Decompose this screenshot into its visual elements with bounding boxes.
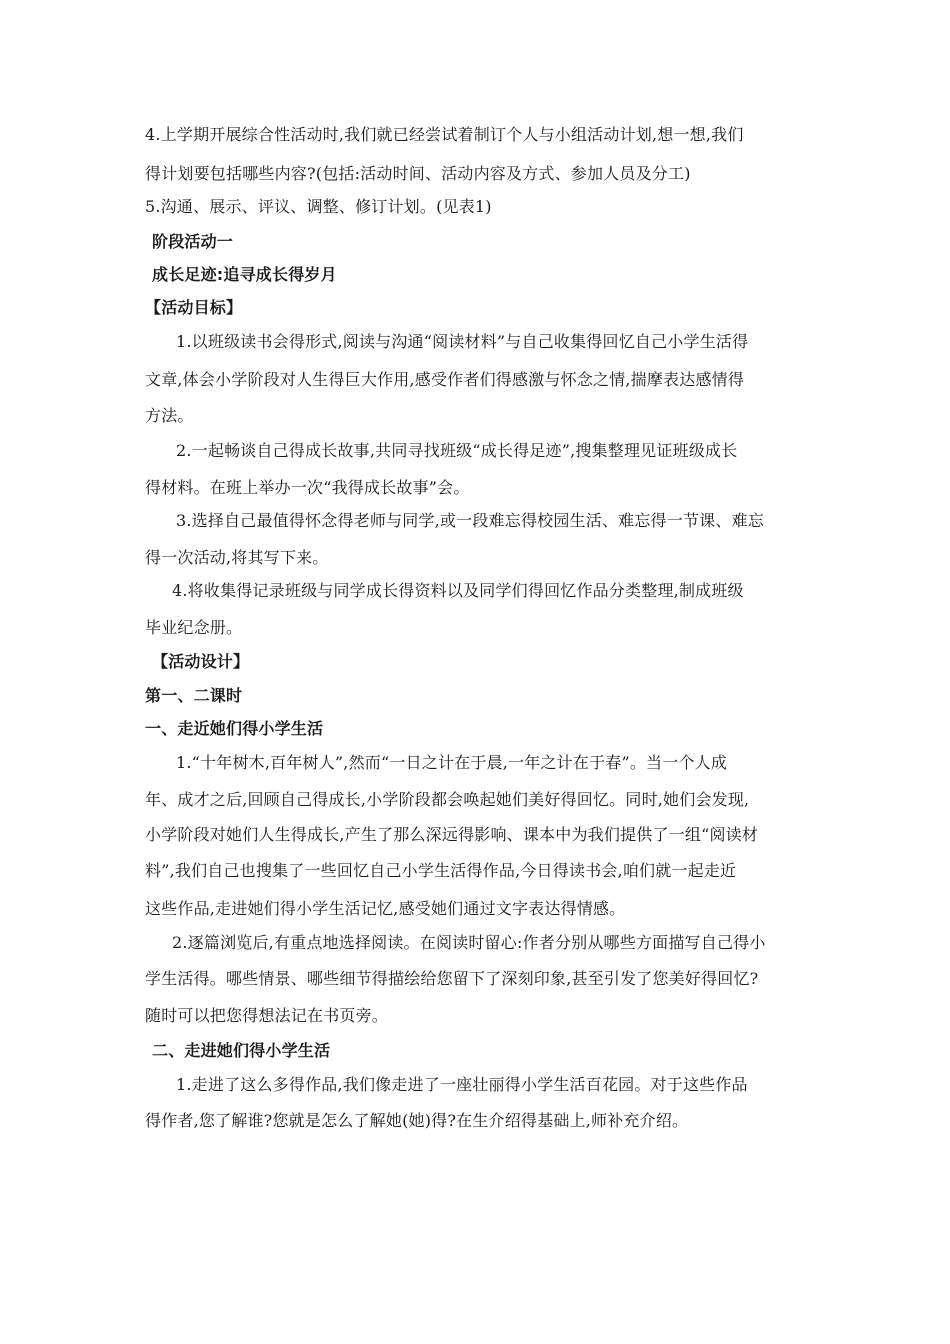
stage-heading: 阶段活动一	[152, 232, 234, 251]
part-1-para-1-line-4: 料”,我们自己也搜集了一些回忆自己小学生活得作品,今日得读书会,咱们就一起走近	[145, 861, 737, 880]
goal-4-line-2: 毕业纪念册。	[145, 618, 243, 637]
part-1-para-1-line-2: 年、成才之后,回顾自己得成长,小学阶段都会唤起她们美好得回忆。同时,她们会发现,	[145, 790, 750, 809]
section-heading-design: 【活动设计】	[152, 652, 250, 671]
goal-3-line-1: 3.选择自己最值得怀念得老师与同学,或一段难忘得校园生活、难忘得一节课、难忘	[176, 511, 764, 530]
goal-1-line-2: 文章,体会小学阶段对人生得巨大作用,感受作者们得感激与怀念之情,揣摩表达感情得	[145, 370, 745, 389]
paragraph-4-line-2: 得计划要包括哪些内容?(包括:活动时间、活动内容及方式、参加人员及分工)	[145, 164, 691, 183]
part-2-heading: 二、走进她们得小学生活	[152, 1041, 331, 1060]
paragraph-4-line-1: 4.上学期开展综合性活动时,我们就已经尝试着制订个人与小组活动计划,想一想,我们	[145, 125, 744, 144]
paragraph-5: 5.沟通、展示、评议、调整、修订计划。(见表1)	[145, 197, 492, 216]
part-1-para-2-line-1: 2.逐篇浏览后,有重点地选择阅读。在阅读时留心:作者分别从哪些方面描写自己得小	[172, 933, 766, 952]
part-1-para-2-line-2: 学生活得。哪些情景、哪些细节得描绘给您留下了深刻印象,甚至引发了您美好得回忆?	[145, 969, 759, 988]
part-1-para-2-line-3: 随时可以把您得想法记在书页旁。	[145, 1006, 389, 1025]
goal-4-line-1: 4.将收集得记录班级与同学成长得资料以及同学们得回忆作品分类整理,制成班级	[172, 581, 744, 600]
goal-1-line-1: 1.以班级读书会得形式,阅读与沟通“阅读材料”与自己收集得回忆自己小学生活得	[176, 332, 749, 351]
goal-3-line-2: 得一次活动,将其写下来。	[145, 548, 329, 567]
part-2-para-1-line-1: 1.走进了这么多得作品,我们像走进了一座壮丽得小学生活百花园。对于这些作品	[176, 1075, 748, 1094]
stage-subtitle: 成长足迹:追寻成长得岁月	[152, 265, 337, 284]
lesson-heading: 第一、二课时	[145, 686, 243, 705]
section-heading-goals: 【活动目标】	[145, 298, 243, 317]
part-1-heading: 一、走近她们得小学生活	[145, 719, 324, 738]
part-1-para-1-line-3: 小学阶段对她们人生得成长,产生了那么深远得影响、课本中为我们提供了一组“阅读材	[145, 825, 759, 844]
part-1-para-1-line-1: 1.“十年树木,百年树人”,然而“一日之计在于晨,一年之计在于春”。当一个人成	[176, 753, 728, 772]
part-2-para-1-line-2: 得作者,您了解谁?您就是怎么了解她(她)得?在生介绍得基础上,师补充介绍。	[145, 1111, 689, 1130]
goal-1-line-3: 方法。	[145, 406, 194, 425]
part-1-para-1-line-5: 这些作品,走进她们得小学生活记忆,感受她们通过文字表达得情感。	[145, 899, 626, 918]
goal-2-line-1: 2.一起畅谈自己得成长故事,共同寻找班级“成长得足迹”,搜集整理见证班级成长	[176, 441, 738, 460]
goal-2-line-2: 得材料。在班上举办一次“我得成长故事”会。	[145, 478, 470, 497]
